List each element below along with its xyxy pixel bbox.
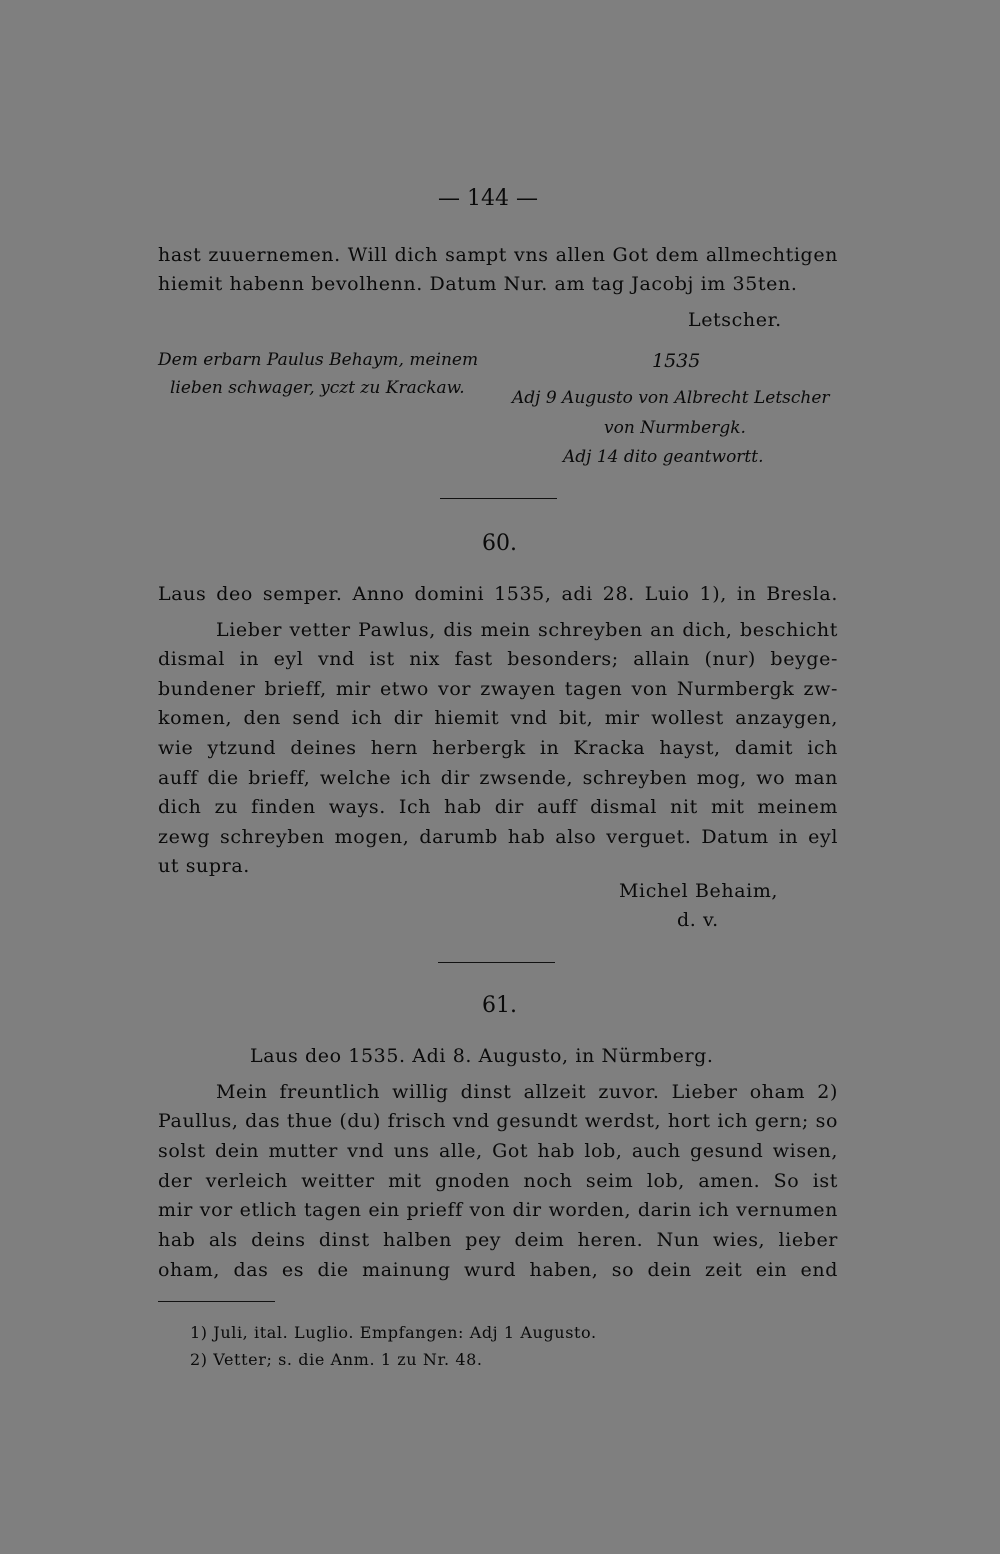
- text-line: Mein freuntlich willig dinst allzeit zuvor. Lieber oham 2): [216, 1081, 838, 1103]
- letter-heading: Laus deo 1535. Adi 8. Augusto, in Nürmberg.: [250, 1045, 714, 1067]
- signature: Letscher.: [688, 309, 782, 331]
- text-line: auff die brieff, welche ich dir zwsende, schreyben mog, wo man: [158, 767, 838, 789]
- text-line: ut supra.: [158, 855, 250, 877]
- text-line: zewg schreyben mogen, darumb hab also verguet. Datum in eyl: [158, 826, 838, 848]
- footnote-rule: [158, 1301, 275, 1302]
- text-line: dismal in eyl vnd ist nix fast besonders; allain (nur) beyge-: [158, 648, 838, 670]
- address-line: lieben schwager, yczt zu Krackaw.: [170, 378, 465, 398]
- text-line: mir vor etlich tagen ein prieff von dir worden, darin ich vernumen: [158, 1199, 838, 1221]
- receipt-note: Adj 9 Augusto von Albrecht Letscher: [512, 388, 830, 408]
- text-line: oham, das es die mainung wurd haben, so dein zeit ein end: [158, 1259, 838, 1281]
- letter-heading: Laus deo semper. Anno domini 1535, adi 28. Luio 1), in Bresla.: [158, 583, 838, 605]
- text-line: komen, den send ich dir hiemit vnd bit, mir wollest anzaygen,: [158, 707, 838, 729]
- divider: [438, 962, 555, 963]
- text-line: hab als deins dinst halben pey deim heren. Nun wies, lieber: [158, 1229, 838, 1251]
- text-line: hast zuuernemen. Will dich sampt vns allen Got dem allmechtigen: [158, 244, 838, 266]
- divider: [440, 498, 557, 499]
- year: 1535: [652, 350, 701, 372]
- text-line: bundener brieff, mir etwo vor zwayen tagen von Nurmbergk zw-: [158, 678, 838, 700]
- footnote: 2) Vetter; s. die Anm. 1 zu Nr. 48.: [190, 1350, 483, 1369]
- letter-number: 60.: [482, 531, 517, 556]
- footnote: 1) Juli, ital. Luglio. Empfangen: Adj 1 Augusto.: [190, 1323, 597, 1342]
- text-line: hiemit habenn bevolhenn. Datum Nur. am tag Jacobj im 35ten.: [158, 273, 798, 295]
- text-line: dich zu finden ways. Ich hab dir auff dismal nit mit meinem: [158, 796, 838, 818]
- receipt-note: Adj 14 dito geantwortt.: [563, 447, 764, 467]
- address-line: Dem erbarn Paulus Behaym, meinem: [158, 350, 479, 370]
- receipt-note: von Nurmbergk.: [604, 418, 746, 438]
- page-number: — 144 —: [438, 186, 538, 211]
- letter-number: 61.: [482, 993, 517, 1018]
- text-line: der verleich weitter mit gnoden noch seim lob, amen. So ist: [158, 1170, 838, 1192]
- text-line: Lieber vetter Pawlus, dis mein schreyben an dich, beschicht: [216, 619, 838, 641]
- signature: Michel Behaim,: [619, 880, 779, 902]
- signature-sub: d. v.: [677, 909, 719, 931]
- text-line: solst dein mutter vnd uns alle, Got hab lob, auch gesund wisen,: [158, 1140, 838, 1162]
- text-line: wie ytzund deines hern herbergk in Kracka hayst, damit ich: [158, 737, 838, 759]
- text-line: Paullus, das thue (du) frisch vnd gesundt werdst, hort ich gern; so: [158, 1110, 838, 1132]
